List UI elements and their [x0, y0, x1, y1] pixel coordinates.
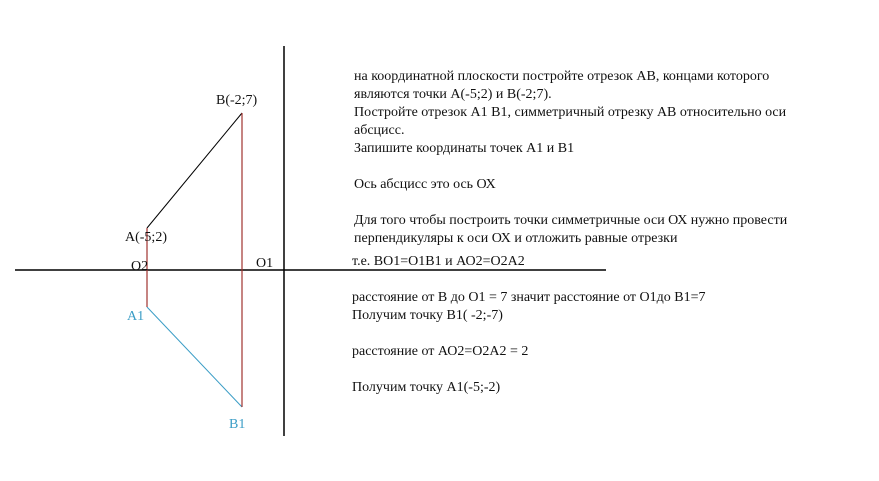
text-line: абсцисс.: [354, 123, 405, 138]
text-line: Получим точку В1( -2;-7): [352, 308, 503, 323]
text-line: являются точки А(-5;2) и В(-2;7).: [354, 87, 552, 102]
text-line: Запишите координаты точек А1 и В1: [354, 141, 575, 156]
label-point-a1: A1: [127, 309, 145, 324]
label-o1: O1: [256, 256, 274, 271]
text-line: Для того чтобы построить точки симметричные оси ОХ нужно провести: [354, 213, 788, 228]
label-o2: O2: [131, 259, 149, 274]
text-line: расстояние от АО2=О2А2 = 2: [352, 344, 529, 359]
text-line: Получим точку А1(-5;-2): [352, 380, 501, 395]
label-point-a: A(-5;2): [125, 230, 167, 245]
text-line: перпендикуляры к оси ОХ и отложить равные отрезки: [354, 231, 678, 246]
text-line: расстояние от В до О1 = 7 значит расстояние от О1до В1=7: [352, 290, 706, 305]
problem-text: [354, 68, 787, 248]
segment-ab: [147, 113, 242, 228]
solution-text: [352, 289, 706, 397]
text-line: Ось абсцисс это ось ОХ: [354, 177, 496, 192]
equality-line: [352, 253, 525, 271]
text-line: на координатной плоскости постройте отрезок АВ, концами которого: [354, 69, 770, 84]
text-line: [354, 194, 787, 212]
label-point-b: B(-2;7): [216, 93, 258, 108]
text-line: т.е. ВО1=О1В1 и АО2=О2А2: [352, 254, 525, 269]
text-line: Постройте отрезок А1 В1, симметричный отрезку АВ относительно оси: [354, 105, 787, 120]
segment-a1b1: [147, 307, 242, 407]
text-line: [352, 325, 706, 343]
text-line: [354, 158, 787, 176]
text-line: [352, 361, 706, 379]
label-point-b1: B1: [229, 417, 246, 432]
